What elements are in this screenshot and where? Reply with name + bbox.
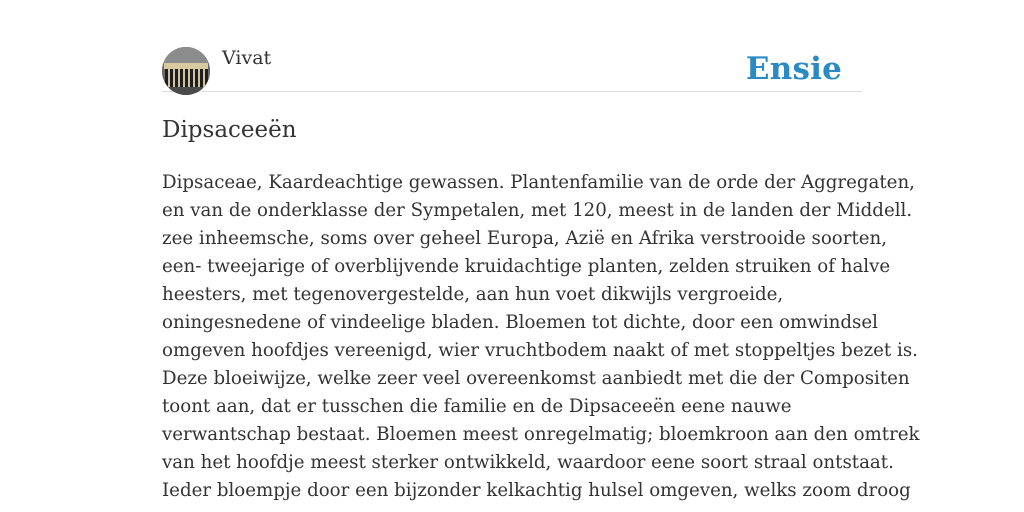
article-title: Dipsaceeën xyxy=(162,117,297,143)
book-spines-icon xyxy=(162,47,210,95)
author-name[interactable]: Vivat xyxy=(222,47,272,69)
body-line: Deze bloeiwijze, welke zeer veel overeenkomst aanbiedt met die der Compositen xyxy=(162,368,910,389)
body-line: oningesnedene of vindeelige bladen. Bloemen tot dichte, door een omwindsel xyxy=(162,312,878,333)
body-line: verwantschap bestaat. Bloemen meest onregelmatig; bloemkroon aan den omtrek xyxy=(162,424,920,445)
body-line: omgeven hoofdjes vereenigd, wier vruchtbodem naakt of met stoppeltjes bezet is. xyxy=(162,340,918,361)
article-body xyxy=(162,169,920,505)
body-line: en van de onderklasse der Sympetalen, met 120, meest in de landen der Middell. xyxy=(162,200,913,221)
brand-logo[interactable]: Ensie xyxy=(745,51,842,87)
body-line: van het hoofdje meest sterker ontwikkeld, waardoor eene soort straal ontstaat. xyxy=(162,452,894,473)
body-line: Ieder bloempje door een bijzonder kelkachtig hulsel omgeven, welks zoom droog xyxy=(162,480,911,501)
body-line: zee inheemsche, soms over geheel Europa, Azië en Afrika verstrooide soorten, xyxy=(162,228,888,249)
body-line: Dipsaceae, Kaardeachtige gewassen. Plantenfamilie van de orde der Aggregaten, xyxy=(162,172,915,193)
body-line: heesters, met tegenovergestelde, aan hun voet dikwijls vergroeide, xyxy=(162,284,784,305)
avatar[interactable] xyxy=(162,47,210,95)
body-line: toont aan, dat er tusschen die familie en de Dipsaceeën eene nauwe xyxy=(162,396,792,417)
page-header xyxy=(162,47,862,92)
body-line: een- tweejarige of overblijvende kruidachtige planten, zelden struiken of halve xyxy=(162,256,891,277)
